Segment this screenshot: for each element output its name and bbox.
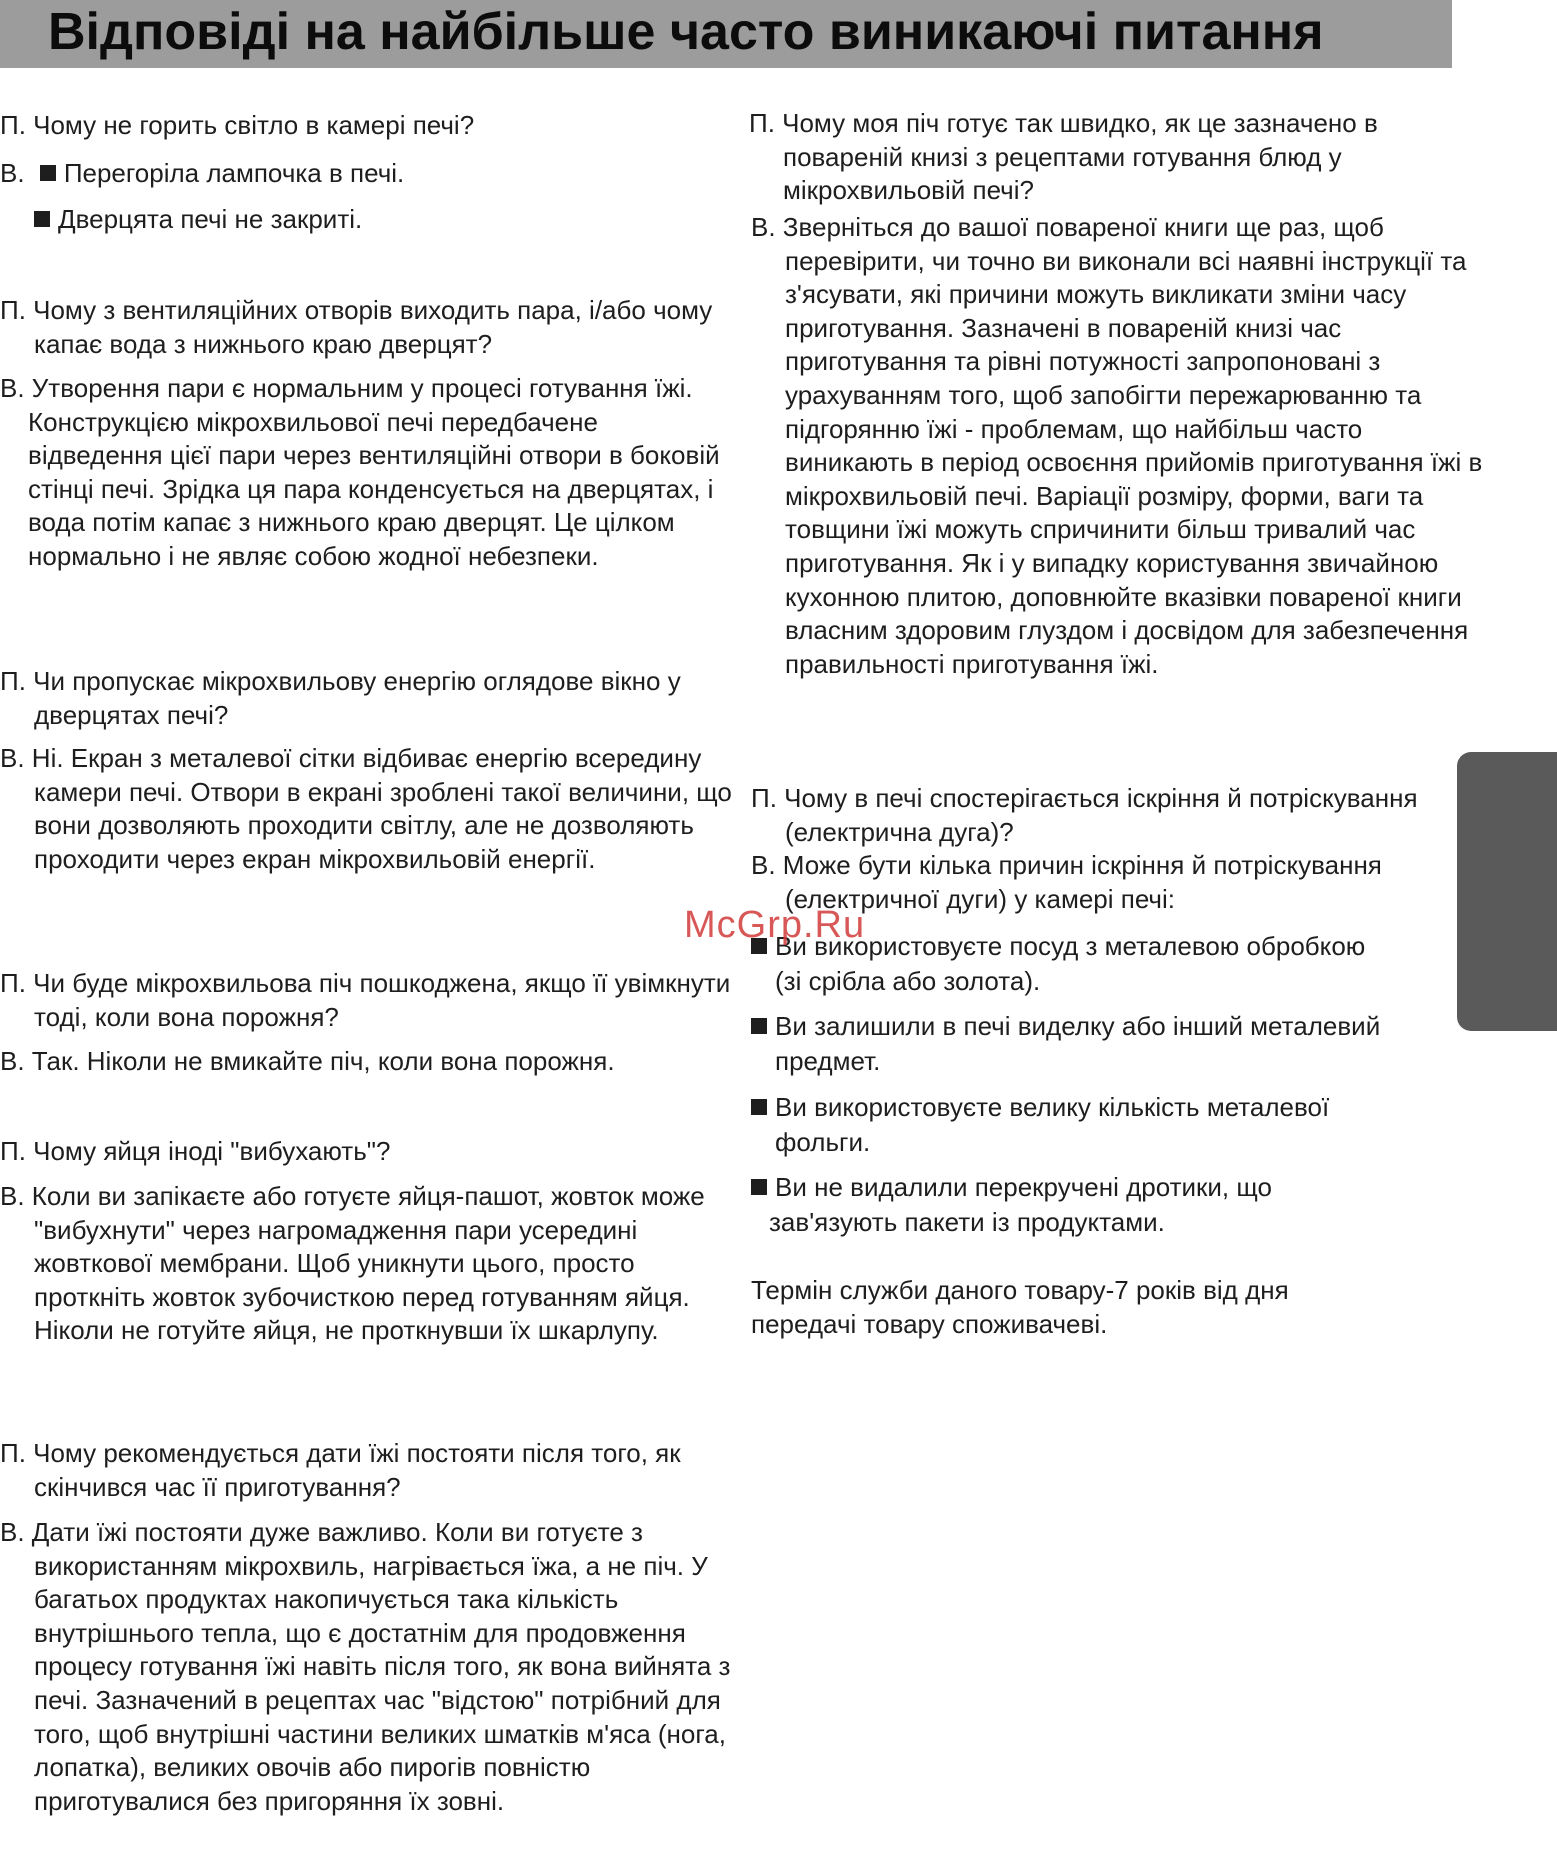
faq-answer — [0, 742, 734, 876]
answer-line — [0, 156, 404, 191]
faq-item — [0, 1135, 734, 1169]
bullet-item — [751, 1009, 1380, 1044]
question: П. Чому моя піч готує так швидко, як це зазначено в повареній книзі з рецептами готування блюд у мікрохвильовій печі? — [749, 108, 1378, 206]
question: П. Чому не горить світло в камері печі? — [0, 110, 475, 140]
footer-note — [751, 1307, 1107, 1342]
faq-item — [749, 107, 1488, 208]
bullet-text: Ви залишили в печі виделку або інший металевий — [775, 1011, 1381, 1041]
question: П. Чому яйця іноді "вибухають"? — [0, 1136, 391, 1166]
question: П. Чи буде мікрохвильова піч пошкоджена, якщо її увімкнути тоді, коли вона порожня? — [0, 968, 731, 1032]
square-bullet-icon — [751, 1099, 767, 1115]
bullet-item-cont — [769, 1205, 1165, 1240]
title-bar — [0, 0, 1452, 68]
faq-answer — [0, 1516, 734, 1818]
footer-text: передачі товару споживачеві. — [751, 1309, 1108, 1339]
answer: В. Коли ви запікаєте або готуєте яйця-пашот, жовток може "вибухнути" через нагромадження пари усередині жовткової мембрани. Щоб уникнути цього, просто проткніть жовток зубочисткою перед готуванням яйця. Ніколи не готуйте яйця, не проткнувши їх шкарлупу. — [0, 1181, 705, 1346]
faq-answer — [0, 1045, 734, 1079]
answer: В. Може бути кілька причин іскріння й потріскування (електричної дуги) у камері печі: — [751, 850, 1382, 914]
faq-answer — [0, 372, 728, 574]
question: П. Чому рекомендується дати їжі постояти після того, як скінчився час її приготування? — [0, 1438, 681, 1502]
bullet-item-cont — [775, 1125, 870, 1160]
faq-item — [751, 782, 1493, 849]
answer: В. Дати їжі постояти дуже важливо. Коли ви готуєте з використанням мікрохвиль, нагрівається їжа, а не піч. У багатьох продуктах накопичується така кількість внутрішнього тепла, що є достатнім для продовження процесу готування їжі навіть після того, як вона вийнята з печі. Зазначений в рецептах час "відстою" потрібний для того, щоб внутрішні частини великих шматків м'яса (нога, лопатка), великих овочів або пирогів повністю приготувалися без пригоряння їх зовні. — [0, 1517, 731, 1816]
faq-answer — [0, 1180, 734, 1348]
bullet-text: предмет. — [775, 1046, 881, 1076]
question: П. Чи пропускає мікрохвильову енергію оглядове вікно у дверцятах печі? — [0, 666, 681, 730]
answer: В. Утворення пари є нормальним у процесі готування їжі. Конструкцією мікрохвильової печі передбачене відведення цієї пари через вентиляційні отвори в боковій стінці печі. Зрідка ця пара конденсується на дверцятах, і вода потім капає з нижнього краю дверцят. Це цілком нормально і не являє собою жодної небезпеки. — [0, 373, 720, 571]
square-bullet-icon — [34, 211, 50, 227]
faq-item — [0, 967, 734, 1034]
bullet-item — [751, 1090, 1329, 1125]
watermark: McGrp.Ru — [684, 904, 866, 946]
answer-line — [34, 202, 362, 237]
bullet-text: Ви використовуєте велику кількість металевої — [775, 1092, 1330, 1122]
bullet-text: Ви використовуєте посуд з металевою обробкою — [775, 931, 1366, 961]
page-title: Відповіді на найбільше часто виникаючі питання — [48, 3, 1324, 61]
square-bullet-icon — [40, 165, 56, 181]
answer: В. Зверніться до вашої повареної книги ще раз, щоб перевірити, чи точно ви виконали всі наявні інструкції та з'ясувати, які причини можуть викликати зміни часу приготування. Зазначені в повареній книзі час приготування та рівні потужності запропоновані з урахуванням того, щоб запобігти пережарюванню та підгорянню їжі - проблемам, що найбільш часто виникають в період освоєння прийомів приготування їжі в мікрохвильовій печі. Варіації розміру, форми, ваги та товщини їжі можуть спричинити більш тривалий час приготування. Як і у випадку користування звичайною кухонною плитою, доповнюйте вказівки повареної книги власним здоровим глуздом і досвідом для забезпечення правильності приготування їжі. — [751, 212, 1483, 679]
footer-text: Термін служби даного товару-7 років від дня — [751, 1275, 1289, 1305]
faq-item — [0, 1437, 734, 1504]
bullet-item — [751, 1170, 1272, 1205]
bullet-item-cont — [775, 1044, 880, 1079]
bullet-item-cont — [775, 964, 1040, 999]
faq-item — [0, 294, 734, 361]
bullet-text: фольги. — [775, 1127, 871, 1157]
question: П. Чому з вентиляційних отворів виходить пара, і/або чому капає вода з нижнього краю дверцят? — [0, 295, 713, 359]
square-bullet-icon — [751, 1018, 767, 1034]
answer-prefix: В. — [0, 158, 25, 188]
answer-item: Перегоріла лампочка в печі. — [63, 158, 405, 188]
bullet-text: (зі срібла або золота). — [775, 966, 1041, 996]
bullet-text: Ви не видалили перекручені дротики, що — [775, 1172, 1272, 1202]
answer-item: Дверцята печі не закриті. — [58, 204, 363, 234]
bullet-text: зав'язують пакети із продуктами. — [769, 1207, 1165, 1237]
faq-item — [0, 109, 700, 143]
answer: В. Ні. Екран з металевої сітки відбиває енергію всередину камери печі. Отвори в екрані зроблені такої величини, що вони дозволяють проходити світлу, але не дозволяють проходити через екран мікрохвильовій енергії. — [0, 743, 732, 874]
answer: В. Так. Ніколи не вмикайте піч, коли вона порожня. — [0, 1046, 615, 1076]
footer-note — [751, 1273, 1289, 1308]
faq-item — [0, 665, 734, 732]
square-bullet-icon — [751, 1179, 767, 1195]
faq-answer — [751, 211, 1493, 681]
question: П. Чому в печі спостерігається іскріння й потріскування (електрична дуга)? — [751, 783, 1418, 847]
